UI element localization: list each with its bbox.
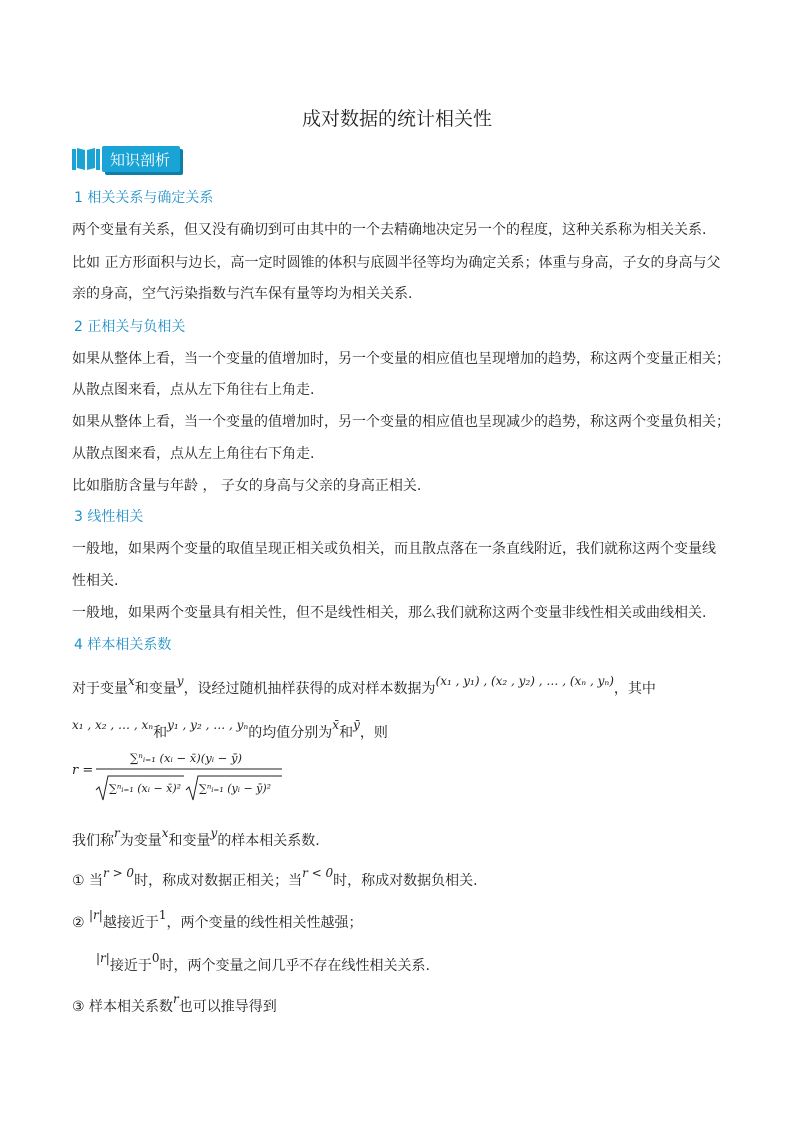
text: 也可以推导得到 <box>178 999 277 1015</box>
math-r: r <box>173 992 179 1006</box>
math-xs: x₁ , x₂ , … , xₙ <box>72 718 154 732</box>
heading-4: 4 样本相关系数 <box>74 637 172 653</box>
page-title: 成对数据的统计相关性 <box>301 108 492 130</box>
math-pairs: (x₁ , y₁) , (x₂ , y₂) , … , (xₙ , yₙ) <box>435 674 614 688</box>
text: 和变量 <box>134 681 177 697</box>
correlation-formula <box>72 742 302 804</box>
math-r-positive: r > 0 <box>103 866 135 880</box>
paragraph: 一般地，如果两个变量的取值呈现正相关或负相关，而且散点落在一条直线附近，我们就称这两个变量线 <box>72 541 716 557</box>
property-3 <box>72 992 277 1016</box>
math-one: 1 <box>158 908 167 922</box>
property-2-continued <box>96 951 430 975</box>
math-x: x <box>128 674 135 688</box>
text: 为变量 <box>119 833 162 849</box>
definition-line-3 <box>72 826 320 850</box>
math-xbar: x̄ <box>332 718 340 732</box>
math-ys: y₁ , y₂ , … , yₙ <box>167 718 249 732</box>
property-2 <box>72 908 363 932</box>
heading-1: 1 相关关系与确定关系 <box>74 190 214 206</box>
text: 和 <box>339 725 354 741</box>
math-r-negative: r < 0 <box>302 866 334 880</box>
paragraph: 如果从整体上看，当一个变量的值增加时，另一个变量的相应值也呈现减少的趋势，称这两个变量负相关； <box>72 414 730 430</box>
text: 和变量 <box>168 833 211 849</box>
text: ，两个变量的线性相关性越强； <box>166 915 363 931</box>
formula-lhs: r = <box>72 763 94 778</box>
text: ② <box>72 915 85 931</box>
formula-numerator: ∑ⁿᵢ₌₁ (xᵢ − x̄)(yᵢ − ȳ) <box>130 751 242 765</box>
heading-2: 2 正相关与负相关 <box>74 319 186 335</box>
paragraph: 从散点图来看，点从左下角往右上角走. <box>72 382 315 398</box>
text: 的样本相关系数. <box>217 833 320 849</box>
definition-line-1 <box>72 674 656 698</box>
formula-denominator-x: ∑ⁿᵢ₌₁ (xᵢ − x̄)² <box>109 782 182 795</box>
text: 对于变量 <box>72 681 128 697</box>
paragraph: 比如脂肪含量与年龄 ， 子女的身高与父亲的身高正相关. <box>72 478 422 494</box>
text: ，其中 <box>613 681 656 697</box>
definition-line-2 <box>72 718 388 742</box>
math-y: y <box>210 826 218 840</box>
badge-label: 知识剖析 <box>102 146 180 172</box>
math-r: r <box>114 826 120 840</box>
paragraph: 比如 正方形面积与边长，高一定时圆锥的体积与底圆半径等均为确定关系；体重与身高，子女的身高与父 <box>72 255 721 271</box>
math-zero: 0 <box>151 951 160 965</box>
section-badge <box>72 144 180 174</box>
text: ，则 <box>359 725 388 741</box>
text: 接近于 <box>109 958 152 974</box>
text: 我们称 <box>72 833 114 849</box>
text: ① 当 <box>72 873 104 889</box>
math-abs-r: |r| <box>89 908 103 922</box>
text: 时，称成对数据负相关. <box>333 873 478 889</box>
book-icon <box>72 146 100 172</box>
text: 和 <box>153 725 168 741</box>
heading-3: 3 线性相关 <box>74 509 144 525</box>
paragraph: 从散点图来看，点从左上角往右下角走. <box>72 446 315 462</box>
formula-denominator-y: ∑ⁿᵢ₌₁ (yᵢ − ȳ)² <box>199 782 272 795</box>
text: ，设经过随机抽样获得的成对样本数据为 <box>183 681 436 697</box>
paragraph: 一般地，如果两个变量具有相关性，但不是线性相关，那么我们就称这两个变量非线性相关或曲线相关. <box>72 605 707 621</box>
text: 越接近于 <box>102 915 159 931</box>
paragraph: 亲的身高，空气污染指数与汽车保有量等均为相关关系. <box>72 286 413 302</box>
math-abs-r: |r| <box>96 951 110 965</box>
text: 时，两个变量之间几乎不存在线性相关关系. <box>159 958 430 974</box>
paragraph: 性相关. <box>72 573 119 589</box>
text: 时，称成对数据正相关；当 <box>134 873 303 889</box>
math-ybar: ȳ <box>353 718 360 732</box>
text: ③ 样本相关系数 <box>72 999 174 1015</box>
math-x: x <box>161 826 169 840</box>
property-1 <box>72 866 478 890</box>
paragraph: 如果从整体上看，当一个变量的值增加时，另一个变量的相应值也呈现增加的趋势，称这两个变量正相关； <box>72 351 730 367</box>
paragraph: 两个变量有关系，但又没有确切到可由其中的一个去精确地决定另一个的程度，这种关系称为相关关系. <box>72 222 707 238</box>
text: 的均值分别为 <box>248 725 333 741</box>
math-y: y <box>176 674 184 688</box>
